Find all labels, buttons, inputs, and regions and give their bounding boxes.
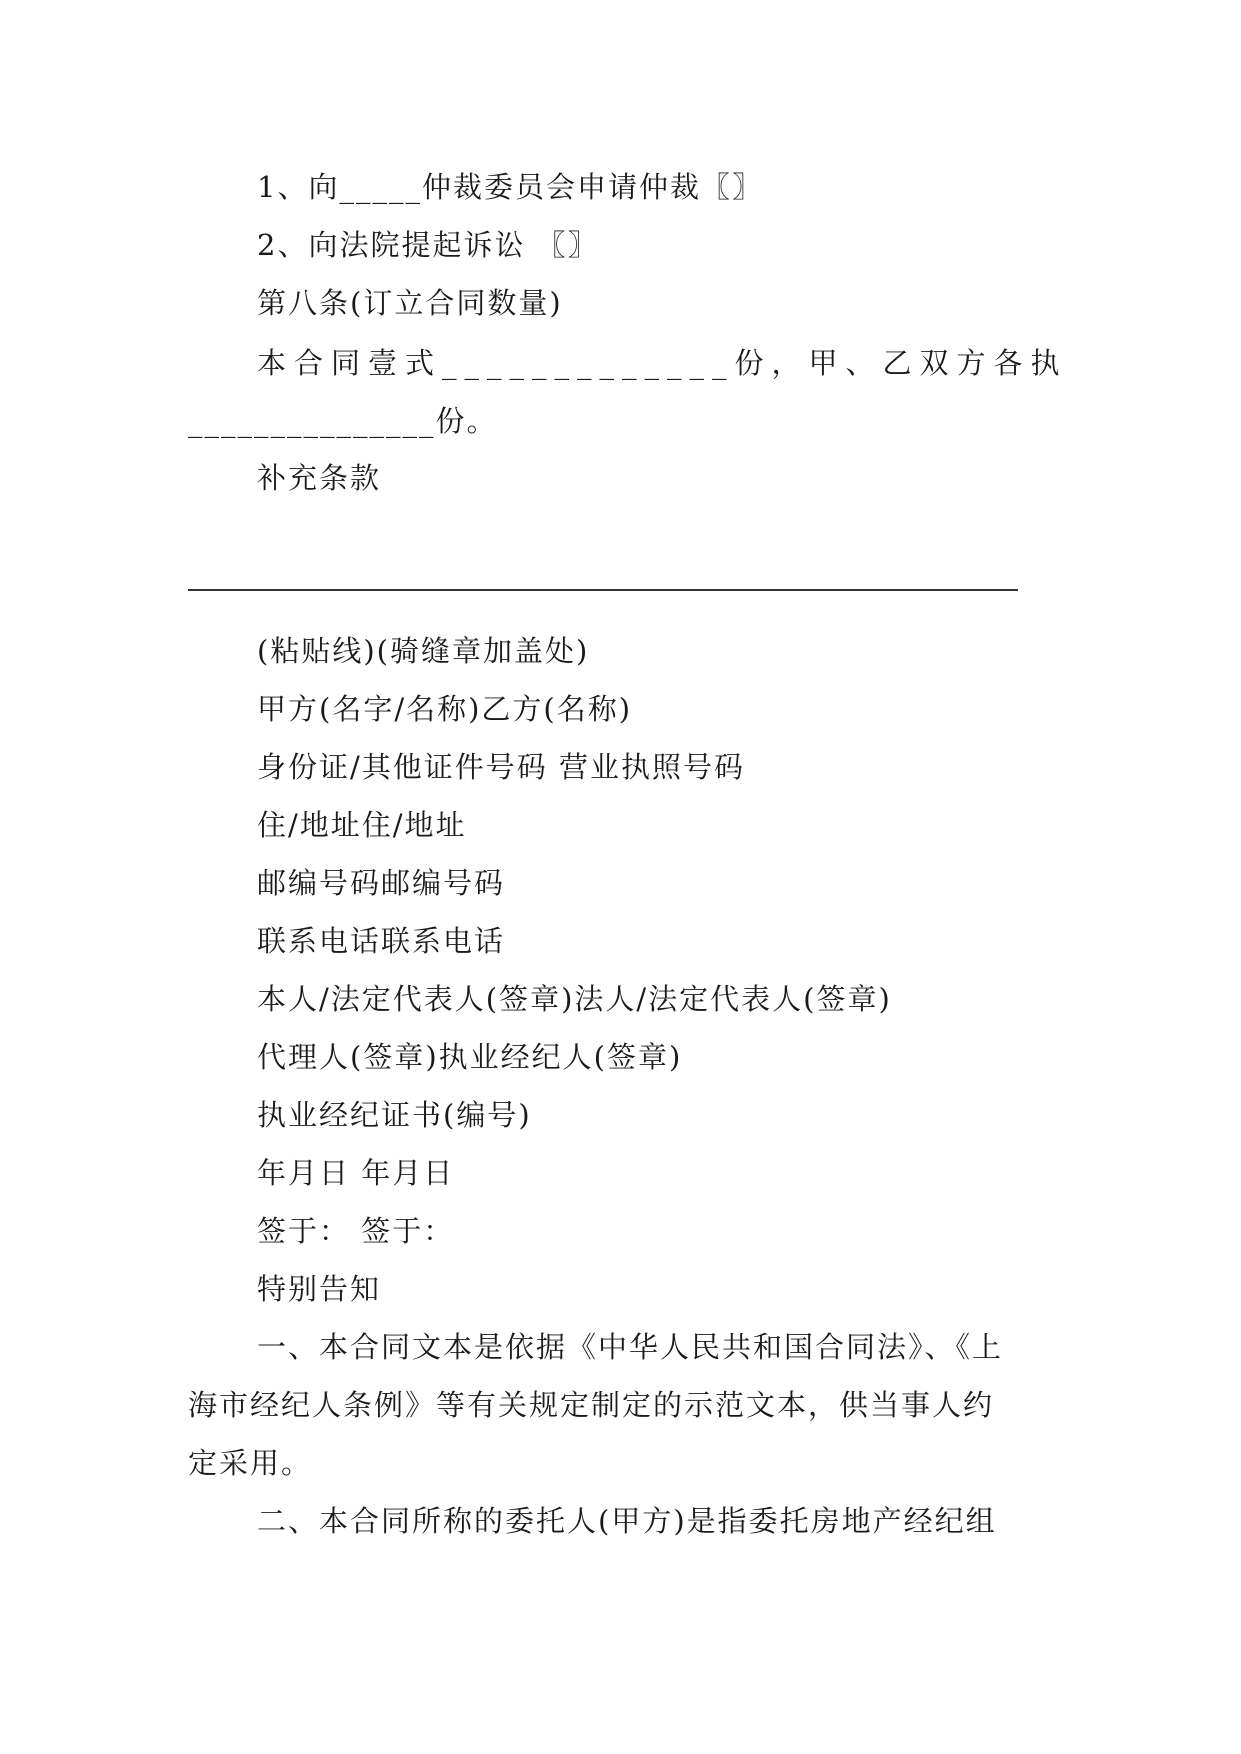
representative-signatures: 本人/法定代表人(签章)法人/法定代表人(签章) [257,982,892,1016]
broker-certificate: 执业经纪证书(编号) [257,1098,532,1132]
arbitration-option: 1、向_____仲裁委员会申请仲裁〖〗 [257,170,763,204]
litigation-option: 2、向法院提起诉讼 〖〗 [257,228,599,262]
addresses: 住/地址住/地址 [257,808,467,842]
postal-codes: 邮编号码邮编号码 [257,866,506,900]
special-notice-heading: 特别告知 [257,1272,382,1306]
paste-line-divider [188,589,1018,591]
agent-signatures: 代理人(签章)执业经纪人(签章) [257,1040,683,1074]
article-8-heading: 第八条(订立合同数量) [257,286,563,320]
signed-at: 签于： 签于： [257,1214,455,1248]
phone-numbers: 联系电话联系电话 [257,924,506,958]
copies-clause-line-2: _______________份。 [188,404,498,438]
party-names: 甲方(名字/名称)乙方(名称) [257,692,633,726]
notice-1-line-2: 海市经纪人条例》等有关规定制定的示范文本，供当事人约 [188,1388,995,1422]
id-numbers: 身份证/其他证件号码 营业执照号码 [257,750,745,784]
supplementary-heading: 补充条款 [257,461,382,495]
dates: 年月日 年月日 [257,1156,455,1190]
copies-clause-line-1: 本合同壹式_____________份，甲、乙双方各执 [257,346,1068,380]
notice-1-line-1: 一、本合同文本是依据《中华人民共和国合同法》、《上 [257,1330,1004,1364]
notice-1-line-3: 定采用。 [188,1446,313,1480]
notice-2-line-1: 二、本合同所称的委托人(甲方)是指委托房地产经纪组 [257,1504,997,1538]
paste-line-label: (粘贴线)(骑缝章加盖处) [257,634,590,668]
